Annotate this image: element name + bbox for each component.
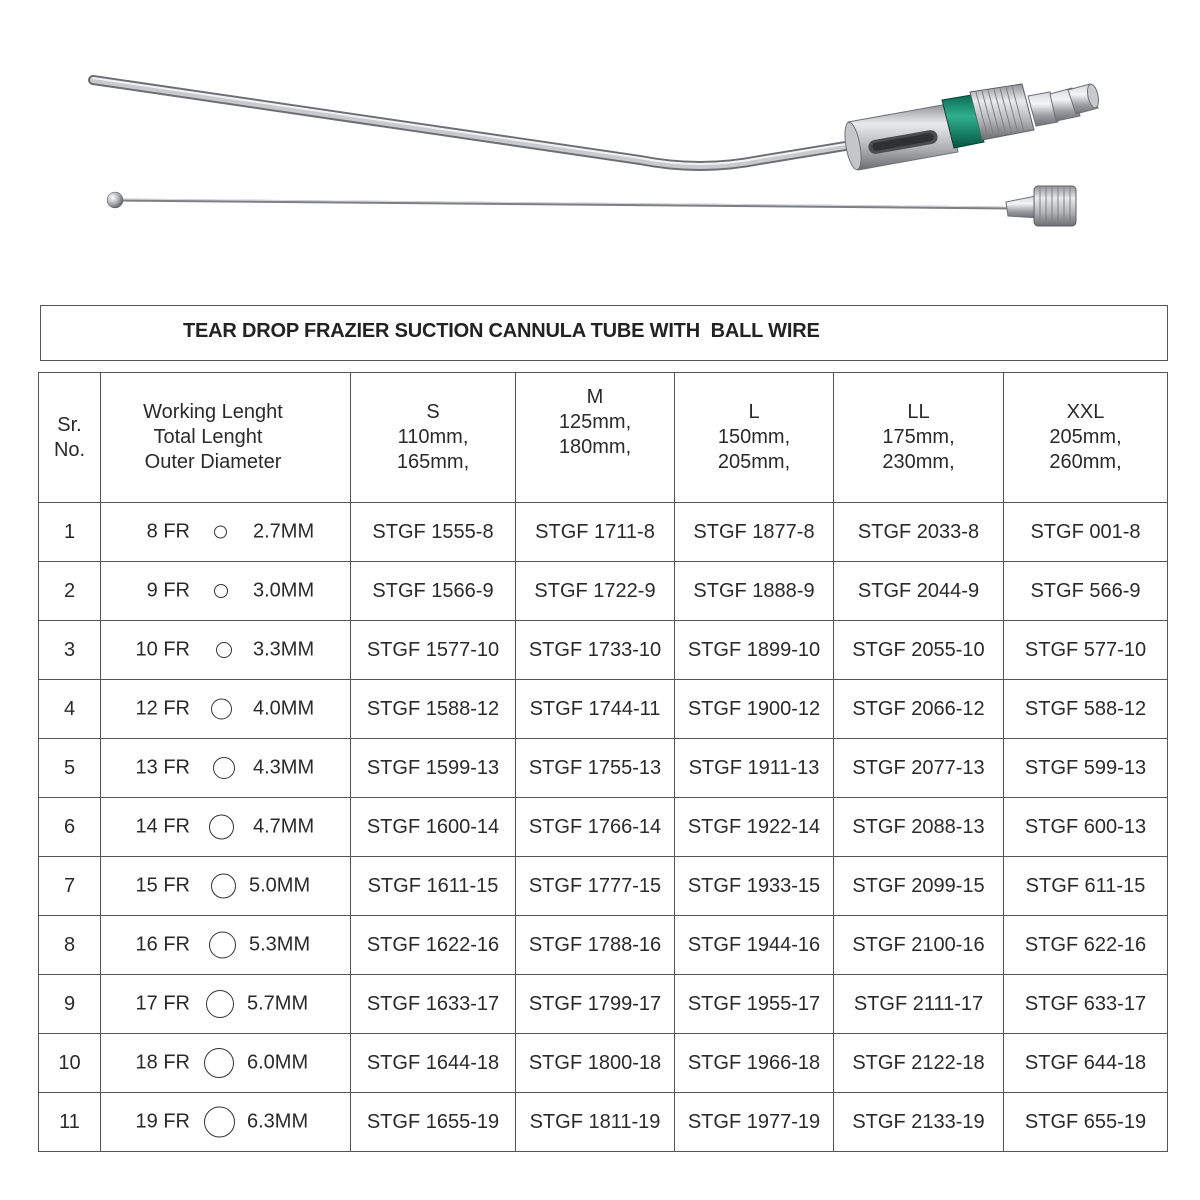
row-sr-no: 6	[39, 798, 101, 857]
french-size: 13 FR	[135, 756, 190, 779]
catalog-code: STGF 611-15	[1004, 857, 1168, 916]
catalog-code: STGF 2122-18	[834, 1034, 1004, 1093]
catalog-code: STGF 588-12	[1004, 680, 1168, 739]
row-sr-no: 5	[39, 739, 101, 798]
title-box	[40, 305, 1168, 361]
catalog-code: STGF 1566-9	[351, 562, 516, 621]
row-sr-no: 11	[39, 1093, 101, 1152]
catalog-code: STGF 1922-14	[675, 798, 834, 857]
outer-diameter: 2.7MM	[253, 520, 315, 543]
catalog-code: STGF 2099-15	[834, 857, 1004, 916]
row-size-spec	[101, 680, 351, 739]
catalog-code: STGF 1777-15	[516, 857, 675, 916]
outer-diameter: 5.3MM	[249, 933, 311, 956]
row-sr-no: 1	[39, 503, 101, 562]
cannula-handle	[842, 104, 958, 171]
french-size: 8 FR	[146, 520, 190, 543]
catalog-code: STGF 1633-17	[351, 975, 516, 1034]
row-size-spec	[101, 503, 351, 562]
catalog-code: STGF 1577-10	[351, 621, 516, 680]
header-total-length: Total Lenght	[153, 426, 263, 448]
catalog-code: STGF 001-8	[1004, 503, 1168, 562]
row-size-spec	[101, 739, 351, 798]
diameter-circle-icon	[204, 1107, 235, 1138]
catalog-code: STGF 1733-10	[516, 621, 675, 680]
catalog-code: STGF 1755-13	[516, 739, 675, 798]
catalog-code: STGF 655-19	[1004, 1093, 1168, 1152]
size-total-length: 230mm,	[882, 451, 955, 473]
table-row	[39, 503, 1168, 562]
outer-diameter: 6.3MM	[247, 1110, 309, 1133]
header-size-l	[675, 373, 834, 503]
french-size: 10 FR	[135, 638, 190, 661]
diameter-circle-icon	[213, 757, 235, 779]
size-label: L	[748, 401, 760, 423]
outer-diameter: 6.0MM	[247, 1051, 309, 1074]
catalog-code: STGF 2088-13	[834, 798, 1004, 857]
diameter-circle-icon	[211, 699, 232, 720]
french-size: 12 FR	[135, 697, 190, 720]
header-size-s	[351, 373, 516, 503]
catalog-code: STGF 2033-8	[834, 503, 1004, 562]
header-size-ll	[834, 373, 1004, 503]
catalog-code: STGF 2133-19	[834, 1093, 1004, 1152]
catalog-code: STGF 2055-10	[834, 621, 1004, 680]
diameter-circle-icon	[216, 642, 232, 658]
table-row	[39, 798, 1168, 857]
french-size: 19 FR	[135, 1110, 190, 1133]
row-sr-no: 9	[39, 975, 101, 1034]
catalog-code: STGF 1955-17	[675, 975, 834, 1034]
size-total-length: 205mm,	[717, 451, 791, 473]
table-header-row	[39, 373, 1168, 503]
size-working-length: 175mm,	[882, 426, 955, 448]
header-size-xxl	[1004, 373, 1168, 503]
table-row	[39, 1034, 1168, 1093]
row-size-spec	[101, 857, 351, 916]
french-size: 9 FR	[146, 579, 190, 602]
size-total-length: 180mm,	[558, 436, 632, 458]
catalog-code: STGF 1800-18	[516, 1034, 675, 1093]
row-sr-no: 2	[39, 562, 101, 621]
diameter-circle-icon	[206, 990, 234, 1018]
row-sr-no: 8	[39, 916, 101, 975]
catalog-code: STGF 599-13	[1004, 739, 1168, 798]
header-sr-line-1: Sr.	[57, 413, 82, 436]
size-total-length: 260mm,	[1049, 451, 1122, 473]
catalog-code: STGF 600-13	[1004, 798, 1168, 857]
size-label: S	[426, 401, 440, 423]
row-size-spec	[101, 798, 351, 857]
row-sr-no: 4	[39, 680, 101, 739]
row-size-spec	[101, 1093, 351, 1152]
french-size: 15 FR	[135, 874, 190, 897]
cannula-tube	[93, 78, 870, 166]
row-sr-no: 10	[39, 1034, 101, 1093]
size-label: M	[586, 386, 604, 408]
wire-knob	[1006, 186, 1076, 226]
row-sr-no: 7	[39, 857, 101, 916]
catalog-code: STGF 1599-13	[351, 739, 516, 798]
catalog-code: STGF 1811-19	[516, 1093, 675, 1152]
outer-diameter: 5.7MM	[247, 992, 309, 1015]
diameter-circle-icon	[204, 1048, 234, 1078]
catalog-code: STGF 566-9	[1004, 562, 1168, 621]
french-size: 17 FR	[135, 992, 190, 1015]
table-row	[39, 975, 1168, 1034]
cannula-product-illustration	[0, 0, 1200, 290]
size-working-length: 150mm,	[717, 426, 791, 448]
catalog-code: STGF 644-18	[1004, 1034, 1168, 1093]
size-working-length: 125mm,	[558, 411, 632, 433]
catalog-code: STGF 2077-13	[834, 739, 1004, 798]
outer-diameter: 3.0MM	[253, 579, 315, 602]
table-row	[39, 739, 1168, 798]
french-size: 18 FR	[135, 1051, 190, 1074]
header-size-m	[516, 373, 675, 503]
catalog-code: STGF 1933-15	[675, 857, 834, 916]
diameter-circle-icon	[214, 584, 228, 598]
header-sr-line-2: No.	[53, 438, 86, 461]
diameter-circle-icon	[209, 815, 234, 840]
catalog-code: STGF 1644-18	[351, 1034, 516, 1093]
table-row	[39, 857, 1168, 916]
table-row	[39, 621, 1168, 680]
french-size: 16 FR	[135, 933, 190, 956]
page-title: TEAR DROP FRAZIER SUCTION CANNULA TUBE WITH BALL WIRE	[183, 320, 820, 342]
catalog-code: STGF 1944-16	[675, 916, 834, 975]
row-sr-no: 3	[39, 621, 101, 680]
catalog-code: STGF 1799-17	[516, 975, 675, 1034]
diameter-circle-icon	[214, 526, 227, 539]
outer-diameter: 5.0MM	[249, 874, 311, 897]
size-total-length: 165mm,	[396, 451, 470, 473]
catalog-code: STGF 577-10	[1004, 621, 1168, 680]
catalog-code: STGF 1788-16	[516, 916, 675, 975]
catalog-code: STGF 1877-8	[675, 503, 834, 562]
header-outer-diameter: Outer Diameter	[144, 451, 282, 473]
knurled-nut	[970, 84, 1034, 140]
catalog-code: STGF 1900-12	[675, 680, 834, 739]
size-working-length: 110mm,	[397, 426, 469, 448]
header-measurements	[101, 373, 351, 503]
catalog-code: STGF 1888-9	[675, 562, 834, 621]
catalog-code: STGF 1711-8	[516, 503, 675, 562]
french-size: 14 FR	[135, 815, 190, 838]
table-body	[39, 503, 1168, 1152]
catalog-code: STGF 622-16	[1004, 916, 1168, 975]
outer-diameter: 3.3MM	[253, 638, 315, 661]
catalog-code: STGF 1611-15	[351, 857, 516, 916]
catalog-code: STGF 2044-9	[834, 562, 1004, 621]
spec-table	[38, 372, 1168, 1152]
catalog-code: STGF 1622-16	[351, 916, 516, 975]
table-row	[39, 562, 1168, 621]
row-size-spec	[101, 1034, 351, 1093]
catalog-code: STGF 2111-17	[834, 975, 1004, 1034]
ball-wire	[107, 192, 1010, 208]
catalog-code: STGF 1722-9	[516, 562, 675, 621]
size-label: LL	[907, 401, 930, 423]
size-working-length: 205mm,	[1049, 426, 1122, 448]
catalog-code: STGF 1766-14	[516, 798, 675, 857]
catalog-code: STGF 1966-18	[675, 1034, 834, 1093]
outer-diameter: 4.0MM	[253, 697, 315, 720]
catalog-code: STGF 2100-16	[834, 916, 1004, 975]
catalog-code: STGF 1555-8	[351, 503, 516, 562]
size-label: XXL	[1066, 401, 1105, 423]
row-size-spec	[101, 621, 351, 680]
catalog-code: STGF 1977-19	[675, 1093, 834, 1152]
catalog-code: STGF 1588-12	[351, 680, 516, 739]
diameter-circle-icon	[209, 932, 236, 959]
catalog-code: STGF 1899-10	[675, 621, 834, 680]
hose-barb-connector	[1028, 83, 1100, 126]
row-size-spec	[101, 562, 351, 621]
catalog-code: STGF 1655-19	[351, 1093, 516, 1152]
outer-diameter: 4.7MM	[253, 815, 315, 838]
catalog-code: STGF 2066-12	[834, 680, 1004, 739]
table-row	[39, 916, 1168, 975]
catalog-code: STGF 1911-13	[675, 739, 834, 798]
header-working-length: Working Lenght	[143, 401, 283, 423]
outer-diameter: 4.3MM	[253, 756, 315, 779]
catalog-code: STGF 633-17	[1004, 975, 1168, 1034]
catalog-code: STGF 1744-11	[516, 680, 675, 739]
row-size-spec	[101, 916, 351, 975]
catalog-code: STGF 1600-14	[351, 798, 516, 857]
table-row	[39, 1093, 1168, 1152]
table-row	[39, 680, 1168, 739]
row-size-spec	[101, 975, 351, 1034]
diameter-circle-icon	[211, 874, 236, 899]
